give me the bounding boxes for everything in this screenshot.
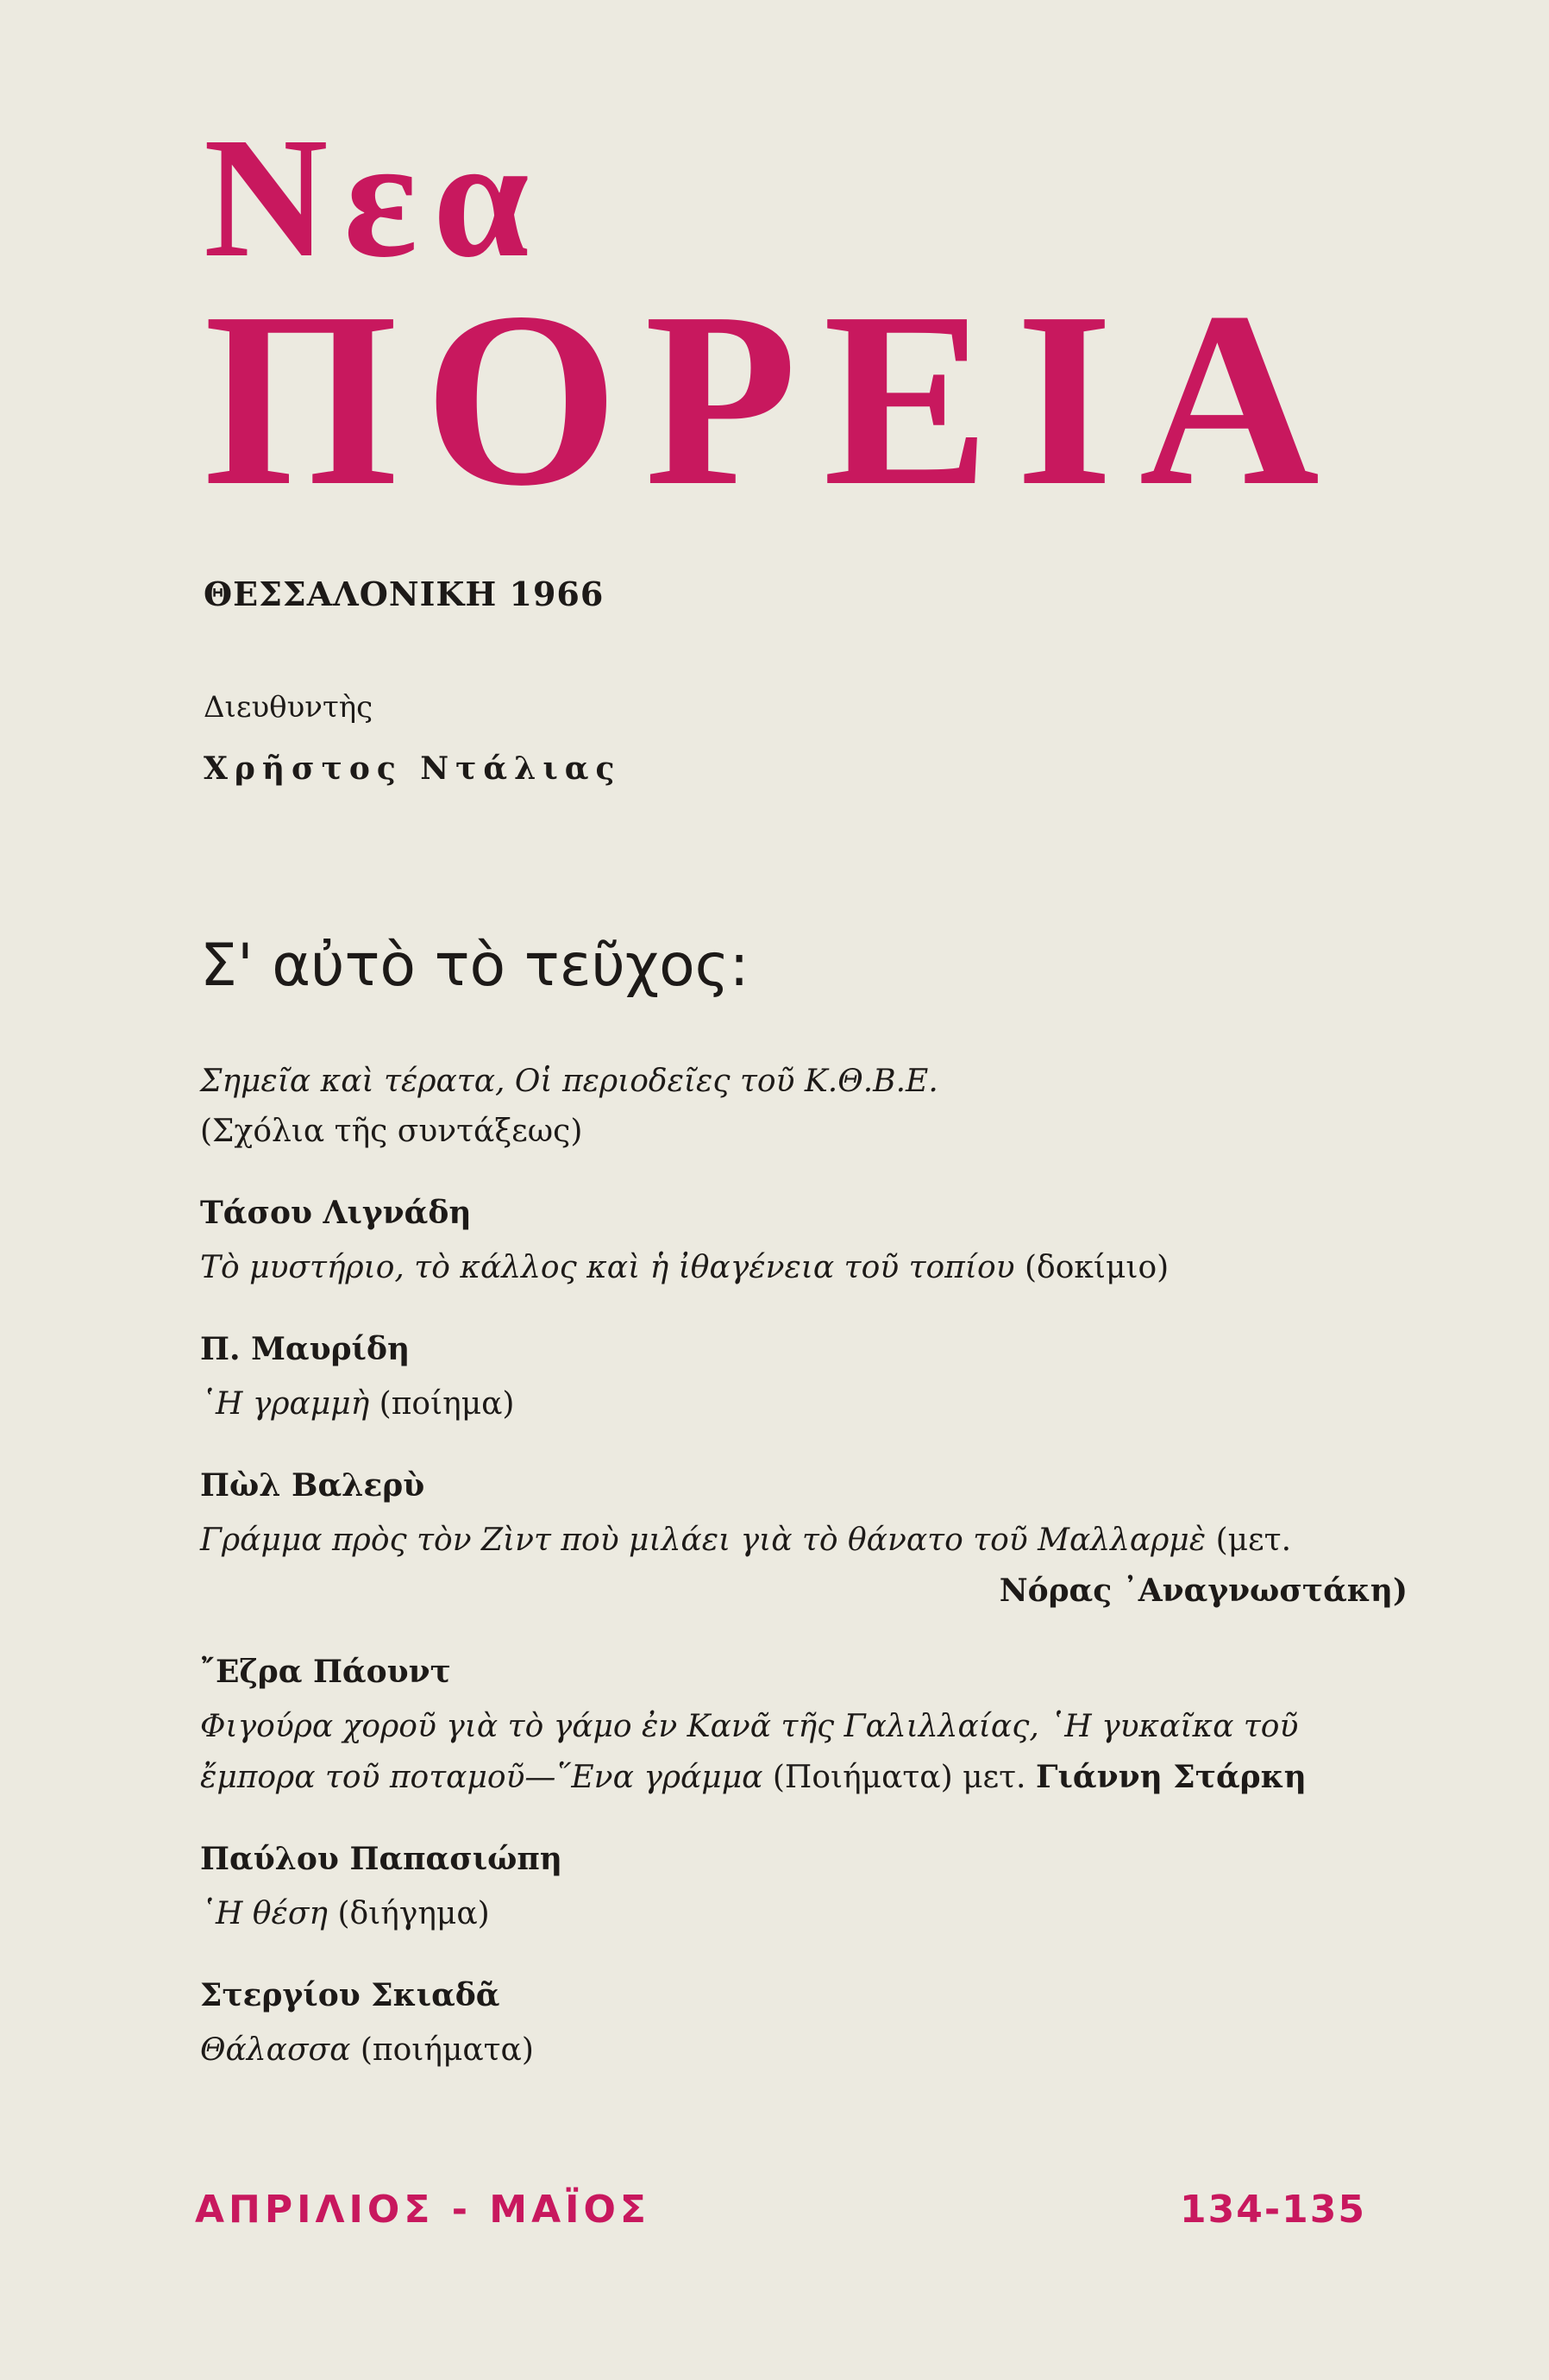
toc-translator: Γιάννη Στάρκη	[1035, 1759, 1307, 1795]
toc-entry	[200, 1977, 1408, 2075]
toc-entry	[200, 1195, 1408, 1293]
issue-number: 134-135	[1180, 2188, 1366, 2232]
toc-author: Π. Μαυρίδη	[200, 1331, 411, 1367]
toc-entry	[200, 1057, 1408, 1157]
toc-work-note: (ποίημα)	[379, 1386, 515, 1422]
toc-work-title: ῾Η θέση	[200, 1896, 328, 1931]
table-of-contents	[200, 1057, 1408, 2113]
masthead-line-1: Νεα	[204, 103, 545, 293]
toc-author: ῎Εζρα Πάουντ	[200, 1654, 451, 1690]
toc-entry	[200, 1654, 1408, 1803]
toc-author: Στεργίου Σκιαδᾶ	[200, 1977, 500, 2013]
toc-work-note: (διήγημα)	[337, 1896, 490, 1931]
toc-work-title: Θάλασσα	[200, 2032, 351, 2068]
toc-work-title: Σημεῖα καὶ τέρατα, Οἱ περιοδεῖες τοῦ Κ.Θ.Β.Ε.	[200, 1064, 938, 1099]
toc-work-line	[200, 1516, 1408, 1566]
toc-author: Παύλου Παπασιώπη	[200, 1841, 562, 1877]
toc-work-note: (δοκίμιο)	[1024, 1250, 1170, 1285]
toc-author: Πὼλ Βαλερὺ	[200, 1467, 425, 1504]
masthead-title: ΠΟΡΕΙΑ	[204, 261, 1345, 537]
toc-work-title: Τὸ μυστήριο, τὸ κάλλος καὶ ἡ ἰθαγένεια τοῦ τοπίου	[200, 1250, 1015, 1285]
toc-author: Τάσου Λιγνάδη	[200, 1195, 472, 1231]
toc-work-note: (Ποιήματα) μετ.	[772, 1760, 1026, 1795]
toc-entry	[200, 1331, 1408, 1429]
toc-work-line	[200, 1379, 1408, 1429]
toc-entry	[200, 1467, 1408, 1616]
toc-work-title: Γράμμα πρὸς τὸν Ζὶντ ποὺ μιλάει γιὰ τὸ θάνατο τοῦ Μαλλαρμὲ	[200, 1523, 1207, 1558]
toc-work-note: (μετ.	[1215, 1523, 1292, 1558]
toc-work-note: (ποιήματα)	[360, 2032, 534, 2068]
place-year: ΘΕΣΣΑΛΟΝΙΚΗ 1966	[204, 575, 605, 613]
toc-work-note: (Σχόλια τῆς συντάξεως)	[200, 1114, 583, 1149]
toc-work-title: ῾Η γραμμὴ	[200, 1386, 370, 1422]
director-label: Διευθυντὴς	[204, 690, 373, 725]
director-name: Χρῆστος Ντάλιας	[204, 750, 622, 787]
issue-months: ΑΠΡΙΛΙΟΣ - ΜΑΪΟΣ	[195, 2188, 650, 2232]
toc-work-line	[200, 1889, 1408, 1939]
toc-work-title: Φιγούρα χοροῦ γιὰ τὸ γάμο ἐν Κανᾶ τῆς Γαλιλλαίας, ῾Η γυκαῖκα τοῦ ἔμπορα τοῦ ποταμοῦ—῞Ενα γράμμα	[200, 1709, 1299, 1795]
toc-entry	[200, 1841, 1408, 1939]
toc-translator: Νόρας ᾿Αναγνωστάκη)	[999, 1573, 1408, 1609]
toc-work-line	[200, 2025, 1408, 2075]
toc-work-line	[200, 1243, 1408, 1293]
contents-heading: Σ' αὐτὸ τὸ τεῦχος:	[200, 932, 749, 1000]
toc-work-line	[200, 1702, 1408, 1803]
